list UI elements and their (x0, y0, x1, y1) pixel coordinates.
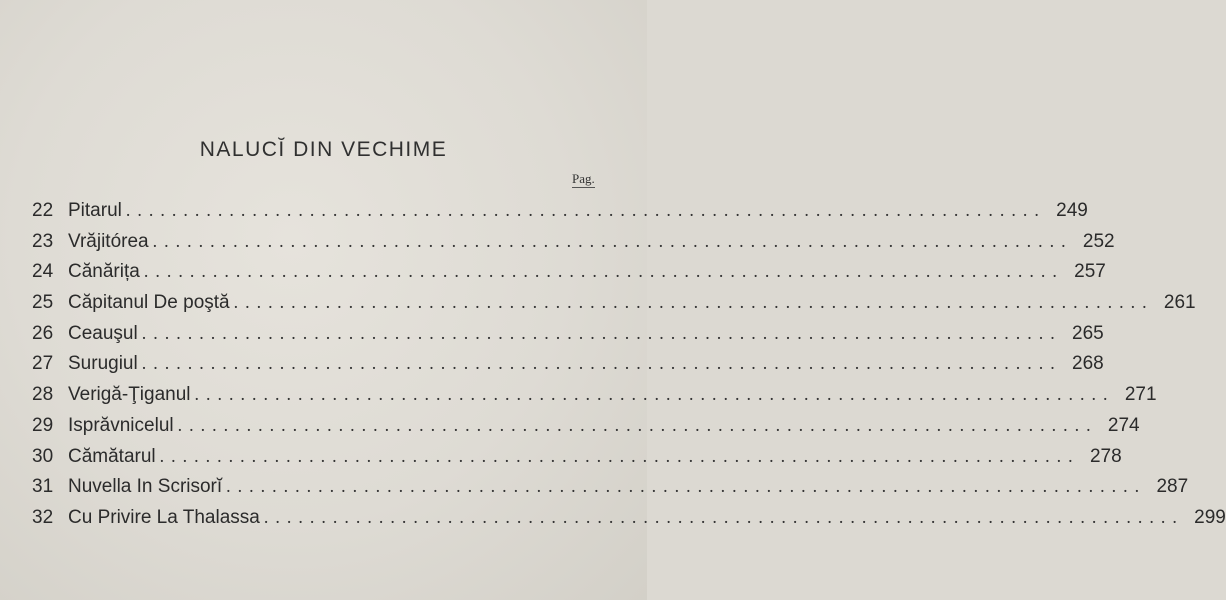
entry-page: 278 (1089, 445, 1122, 467)
entry-number: 31 (32, 476, 54, 498)
leader-dots: ................................................................................ (263, 506, 1184, 527)
section-title (0, 138, 647, 162)
entry-page: 265 (1072, 322, 1104, 344)
section-title-text: NALUCĬ DIN VECHIME (199, 138, 448, 161)
leader-dots: ................................................................................ (177, 414, 1098, 435)
entry-number: 23 (32, 230, 54, 252)
toc-entry (32, 445, 1122, 477)
entry-title: Isprăvnicelul (68, 414, 174, 436)
entry-number: 29 (32, 414, 54, 436)
leader-dots: ................................................................................ (141, 353, 1062, 374)
entry-number: 24 (32, 261, 54, 283)
entry-page: 252 (1082, 230, 1115, 252)
entry-page: 287 (1156, 476, 1189, 498)
leader-dots: ................................................................................ (226, 476, 1147, 497)
entry-title: Surugiul (68, 353, 138, 375)
entry-title: Cu Privire La Thalassa (68, 506, 260, 528)
toc-entry (32, 353, 1104, 384)
leader-dots: ................................................................................ (143, 261, 1064, 282)
entry-page: 261 (1163, 292, 1196, 314)
entry-number: 32 (32, 506, 54, 528)
entry-page: 271 (1124, 384, 1157, 406)
entry-title: Căpitanul De poştă (68, 292, 230, 314)
leader-dots: ................................................................................ (125, 200, 1046, 220)
entry-number: 27 (32, 353, 54, 375)
leader-dots: ................................................................................ (194, 384, 1115, 405)
entry-page: 268 (1072, 353, 1104, 375)
entry-number: 30 (32, 445, 54, 467)
entry-title: Cămătarul (68, 445, 156, 467)
entry-number: 22 (32, 200, 54, 221)
toc-entry (32, 476, 1189, 507)
toc-entry (32, 384, 1157, 415)
toc-entry (32, 414, 1140, 446)
entry-page: 249 (1056, 200, 1088, 221)
entry-title: Vrăjitórea (68, 230, 149, 252)
entry-number: 25 (32, 292, 54, 314)
leader-dots: ................................................................................ (159, 445, 1080, 466)
entry-title: Ceauşul (68, 322, 138, 344)
entry-title: Verigă-Ţiganul (68, 384, 191, 406)
toc-entry (32, 230, 1115, 262)
toc-entry (32, 200, 1088, 231)
toc-entry (32, 292, 1196, 323)
leader-dots: ................................................................................ (152, 230, 1073, 251)
toc-entry (32, 506, 1226, 538)
leader-dots: ................................................................................ (233, 292, 1154, 313)
entry-page: 299 (1194, 506, 1226, 528)
table-of-contents (32, 200, 1226, 538)
entry-page: 257 (1074, 261, 1106, 283)
toc-entry (32, 322, 1104, 354)
entry-page: 274 (1107, 414, 1140, 436)
entry-number: 28 (32, 384, 54, 406)
leader-dots: ................................................................................ (141, 322, 1062, 343)
entry-title: Nuvella In Scrisorĭ (68, 476, 223, 498)
entry-title: Cănărița (68, 261, 140, 283)
toc-entry (32, 261, 1106, 292)
entry-number: 26 (32, 322, 54, 344)
entry-title: Pitarul (68, 200, 122, 221)
page-column-header: Pag. (572, 171, 595, 186)
